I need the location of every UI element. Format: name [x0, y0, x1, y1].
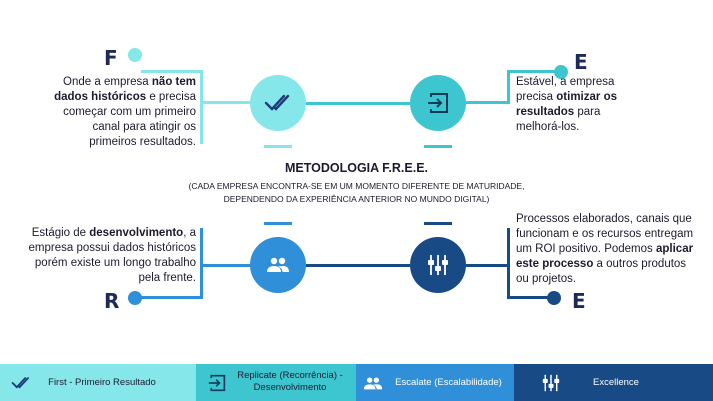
- sliders-icon: [426, 254, 450, 276]
- connector-e-top-horizontal: [466, 101, 510, 104]
- circle-escalate: [250, 237, 306, 293]
- connector-f-top: [141, 70, 203, 73]
- legend-replicate-label: Replicate (Recorrência) - Desenvolvimento: [237, 370, 343, 393]
- connector-r-horizontal: [200, 264, 252, 267]
- letter-r: R: [104, 289, 120, 313]
- connector-e-bottom-vertical: [507, 228, 510, 298]
- people-icon: [362, 372, 384, 394]
- legend-first-label: First - Primeiro Resultado: [48, 377, 156, 388]
- dash-first: [264, 145, 292, 148]
- connector-r-vertical: [200, 228, 203, 298]
- circle-replicate: [410, 75, 466, 131]
- double-check-icon: [10, 372, 32, 394]
- connector-e-bottom-horizontal: [466, 264, 510, 267]
- methodology-subtitle: (CADA EMPRESA ENCONTRA-SE EM UM MOMENTO DIFERENTE DE MATURIDADE, DEPENDENDO DA EXPERIÊNCIA ANTERIOR NO MUNDO DIGITAL): [188, 181, 525, 204]
- letter-e-bottom: E: [572, 289, 586, 313]
- connector-e-top-vertical: [507, 70, 510, 104]
- legend-escalate: [356, 364, 514, 401]
- dash-excellence: [424, 222, 452, 225]
- people-icon: [266, 256, 290, 274]
- dot-r: [128, 291, 142, 305]
- dot-f: [128, 48, 142, 62]
- legend-excellence: [514, 364, 713, 401]
- connector-middle-top: [306, 102, 410, 105]
- dash-escalate: [264, 222, 292, 225]
- connector-f-vertical: [200, 70, 203, 144]
- connector-e-top-top: [507, 70, 558, 73]
- letter-e-top: E: [574, 50, 588, 74]
- legend-first: [0, 364, 196, 401]
- legend-excellence-label: Excellence: [593, 377, 639, 388]
- circle-excellence: [410, 237, 466, 293]
- description-e-top: Estável, a empresa precisa otimizar os resultados para melhorá-los.: [516, 76, 617, 133]
- description-r: Estágio de desenvolvimento, a empresa possui dados históricos porém existe um longo trabalho pela frente.: [28, 227, 196, 284]
- legend-replicate: [196, 364, 356, 401]
- description-f: Onde a empresa não tem dados históricos e precisa começar com um primeiro canal para atingir os primeiros resultados.: [54, 76, 196, 148]
- connector-middle-bottom: [306, 264, 410, 267]
- methodology-title: METODOLOGIA F.R.E.E.: [284, 161, 429, 175]
- double-check-icon: [264, 93, 292, 113]
- connector-r-bottom: [141, 296, 203, 299]
- description-e-bottom: Processos elaborados, canais que funcionam e os recursos entregam um ROI positivo. Podemos aplicar este processo a outros produtos ou projetos.: [516, 213, 694, 285]
- login-arrow-icon: [206, 372, 228, 394]
- connector-f-horizontal: [200, 101, 252, 104]
- login-arrow-icon: [426, 92, 450, 114]
- letter-f: F: [104, 46, 118, 70]
- legend-escalate-label: Escalate (Escalabilidade): [395, 377, 502, 388]
- circle-first: [250, 75, 306, 131]
- dot-e-bottom: [547, 291, 561, 305]
- sliders-icon: [540, 372, 562, 394]
- legend-bar: [0, 364, 713, 401]
- dash-replicate: [424, 145, 452, 148]
